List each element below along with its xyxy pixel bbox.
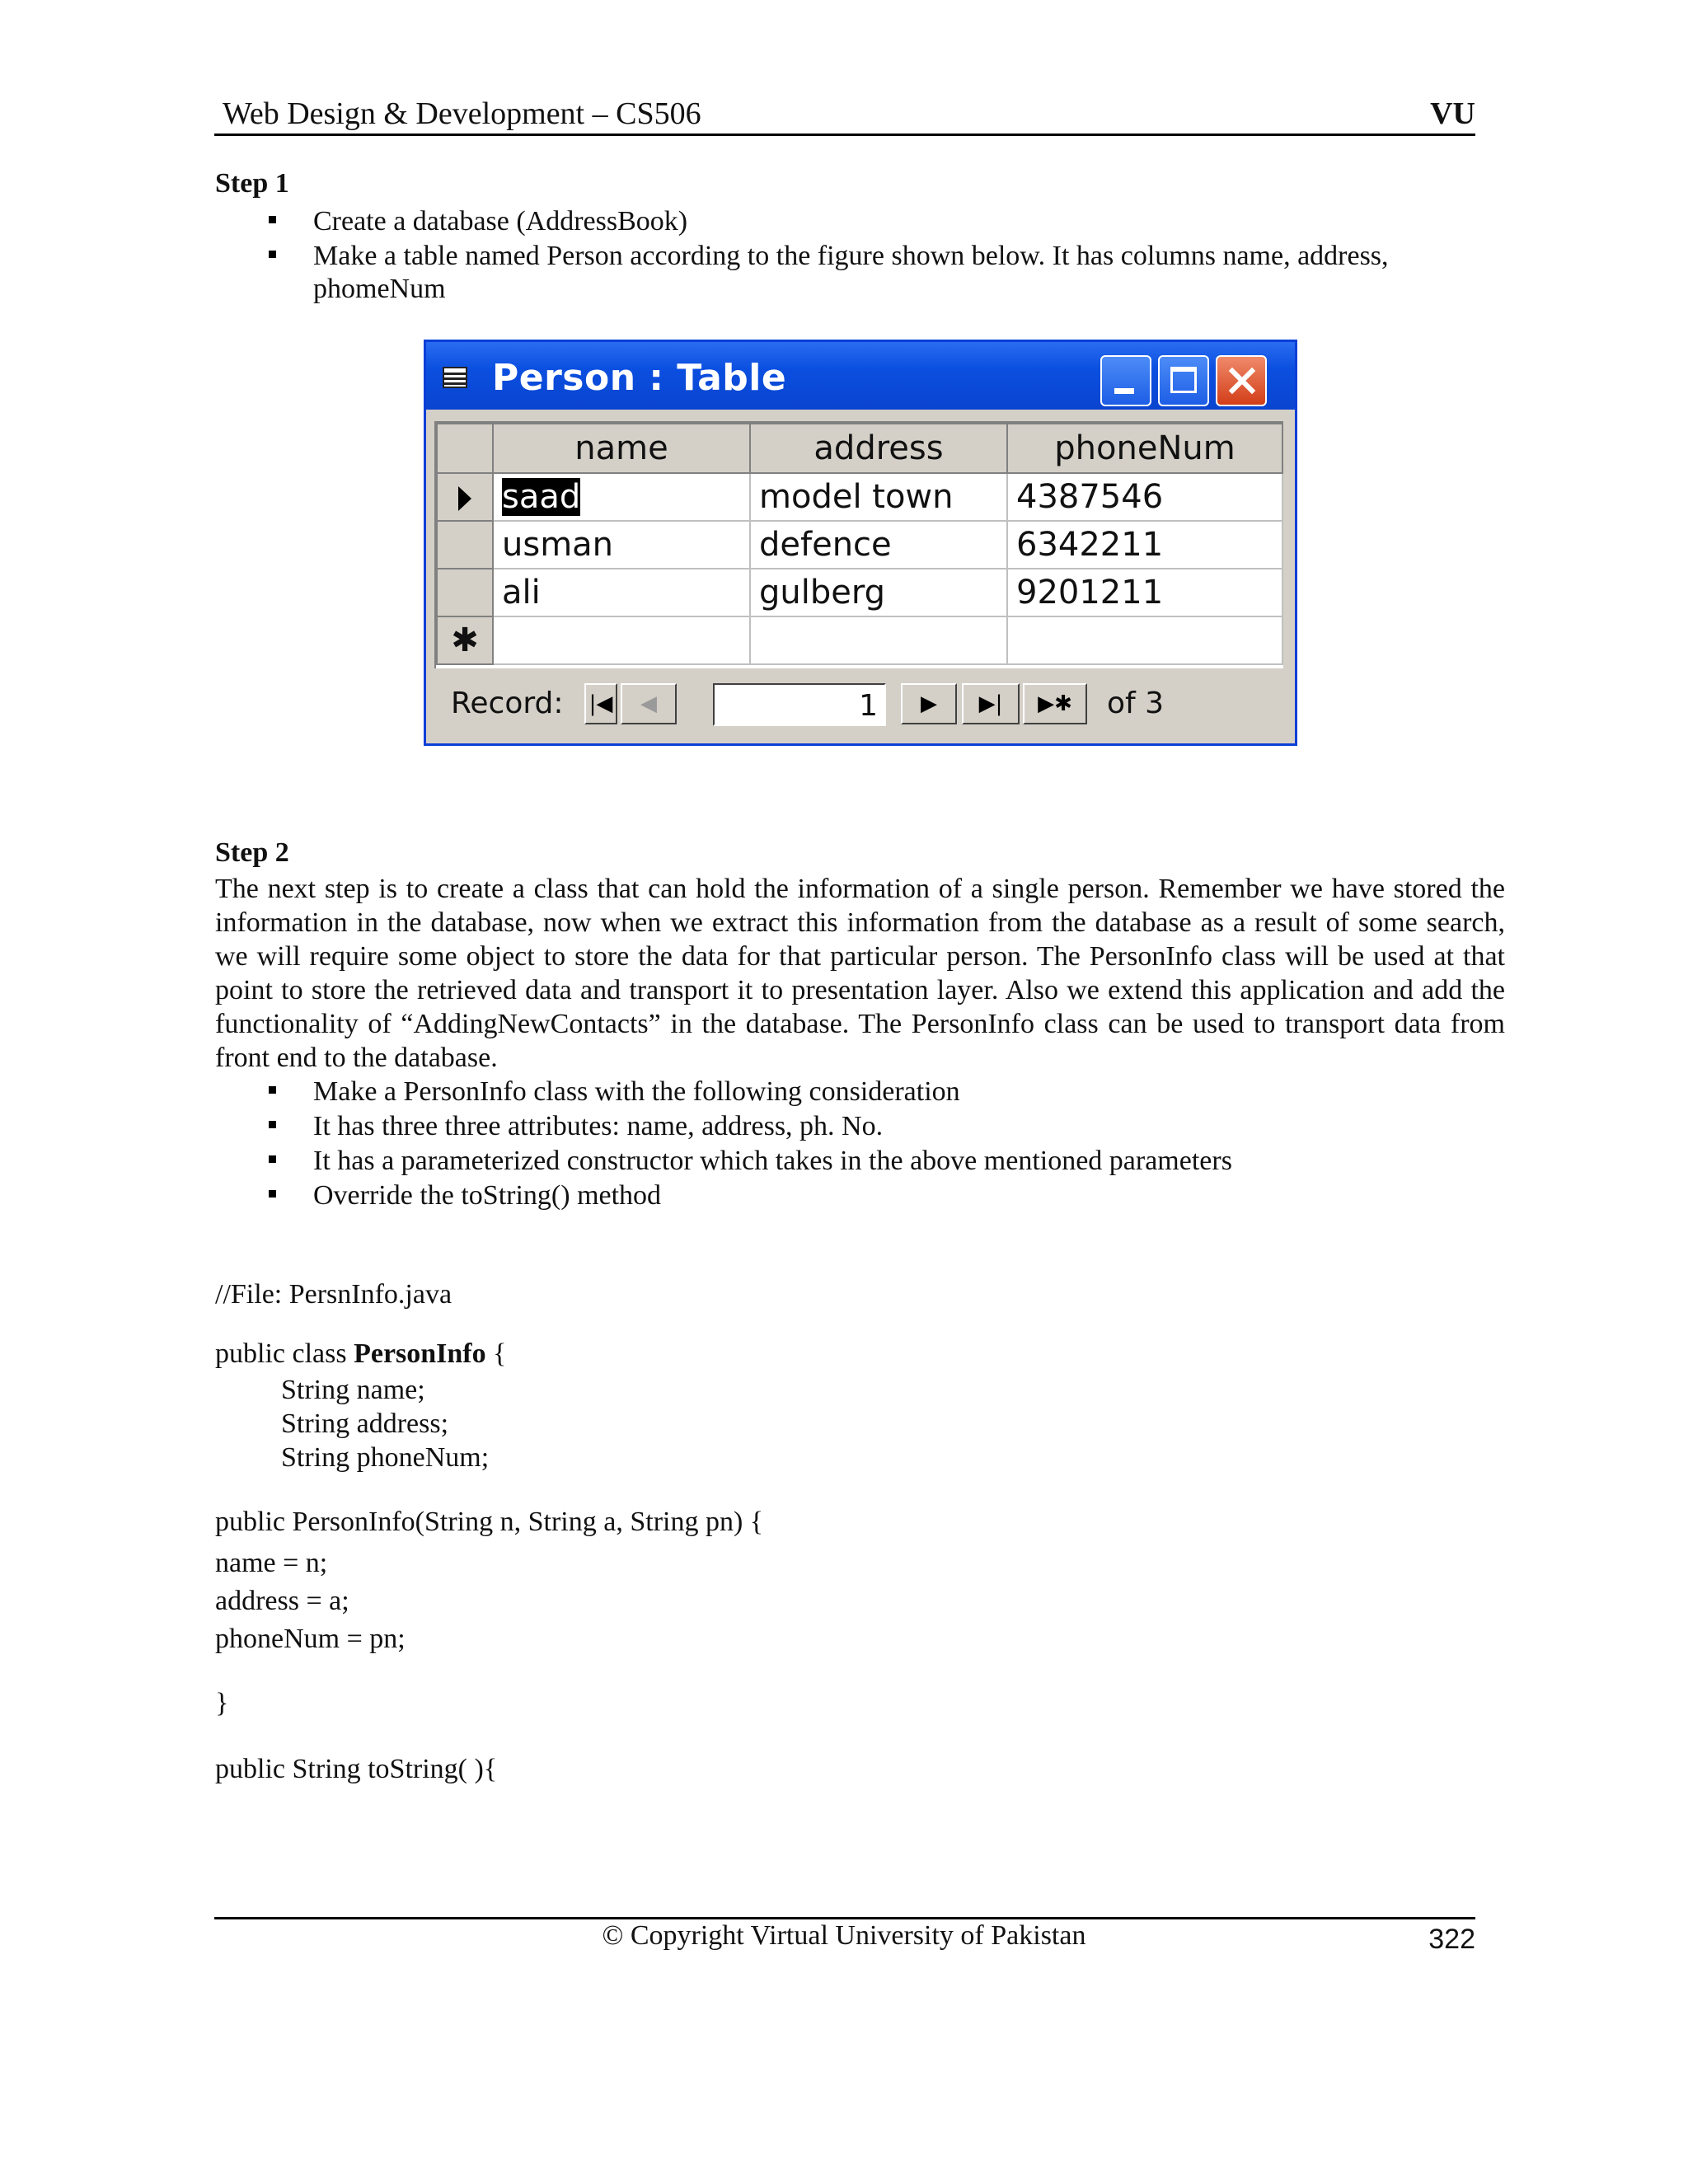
record-label: Record: (451, 687, 564, 720)
code-line: String name; (281, 1375, 425, 1405)
table-cell[interactable]: 9201211 (1007, 569, 1282, 616)
close-button[interactable] (1216, 355, 1267, 406)
table-cell[interactable]: ali (493, 569, 750, 616)
footer-divider (214, 1917, 1475, 1919)
code-class-name: PersonInfo (354, 1338, 486, 1369)
code-line: phoneNum = pn; (215, 1624, 406, 1654)
code-assignments (215, 1544, 406, 1658)
list-item: It has a parameterized constructor which takes in the above mentioned parameters (264, 1144, 1232, 1179)
list-item-continuation: phomeNum (313, 274, 446, 304)
code-line: address = a; (215, 1586, 349, 1616)
page-number: 322 (1428, 1924, 1475, 1955)
previous-record-button[interactable] (621, 683, 677, 724)
maximize-button[interactable] (1158, 355, 1209, 406)
column-header-address[interactable]: address (750, 424, 1007, 473)
current-record-arrow-icon (458, 486, 471, 511)
new-record-star-icon: ✱ (451, 621, 479, 659)
table-row (437, 521, 1282, 569)
code-constructor: public PersonInfo(String n, String a, String pn) { (215, 1507, 764, 1537)
first-record-icon: |◀ (588, 691, 613, 716)
list-item: Make a PersonInfo class with the following consideration (264, 1075, 1232, 1109)
record-navigation-bar (434, 678, 1283, 736)
table-cell[interactable]: usman (493, 521, 750, 569)
code-line: String address; (281, 1408, 449, 1439)
table-row (437, 473, 1282, 521)
code-tostring: public String toString( ){ (215, 1754, 498, 1784)
column-header-phonenum[interactable]: phoneNum (1007, 424, 1282, 473)
previous-record-icon: ◀ (640, 691, 657, 716)
record-count: of 3 (1107, 687, 1165, 720)
window-titlebar[interactable] (426, 342, 1295, 410)
header-title: Web Design & Development – CS506 (223, 96, 701, 131)
step1-title: Step 1 (215, 168, 289, 199)
code-close-brace: } (215, 1688, 229, 1718)
new-record-selector[interactable] (437, 616, 493, 664)
table-cell[interactable] (1007, 616, 1282, 664)
corner-cell[interactable] (437, 424, 493, 473)
table-cell[interactable] (750, 616, 1007, 664)
new-record-icon: ▶✱ (1038, 691, 1072, 716)
table-icon (443, 367, 467, 388)
first-record-button[interactable] (584, 683, 617, 724)
step2-bullets (264, 1075, 1232, 1213)
code-line: String phoneNum; (281, 1442, 490, 1473)
access-table-window (424, 340, 1297, 746)
list-item: Create a database (AddressBook) (264, 204, 1389, 239)
footer-copyright: © Copyright Virtual University of Pakistan (602, 1920, 1086, 1951)
code-fields (215, 1373, 489, 1474)
window-title: Person : Table (492, 357, 787, 399)
code-line: name = n; (215, 1548, 328, 1578)
row-selector-current[interactable] (437, 473, 493, 521)
list-item: Override the toString() method (264, 1179, 1232, 1213)
table-row-new (437, 616, 1282, 664)
table-cell[interactable]: gulberg (750, 569, 1007, 616)
last-record-button[interactable] (962, 683, 1020, 724)
header-org: VU (1430, 96, 1475, 131)
new-record-button[interactable] (1023, 683, 1087, 724)
record-number-input[interactable]: 1 (713, 683, 886, 726)
column-header-name[interactable]: name (493, 424, 750, 473)
table-cell[interactable]: defence (750, 521, 1007, 569)
table-cell[interactable]: 4387546 (1007, 473, 1282, 521)
step2-paragraph: The next step is to create a class that can hold the information of a single person. Remember we have stored the information in the database, now when we extract this information from the database as a result of some search, we will require some object to store the data for that particular person. The PersonInfo class will be used at that point to store the retrieved data and transport it to presentation layer. Also we extend this application and add the functionality of “AddingNewContacts” in the database. The PersonInfo class can be used to transport data from front end to the database. (215, 874, 1505, 1073)
step2-title: Step 2 (215, 837, 289, 868)
datasheet-grid (434, 421, 1283, 668)
table-cell[interactable]: saad (493, 473, 750, 521)
row-selector[interactable] (437, 521, 493, 569)
page-header (214, 97, 1475, 136)
next-record-icon: ▶ (921, 691, 937, 716)
last-record-icon: ▶| (978, 691, 1003, 716)
table-cell[interactable]: model town (750, 473, 1007, 521)
code-class-declaration: public class PersonInfo { (215, 1338, 507, 1369)
code-file-comment: //File: PersnInfo.java (215, 1279, 452, 1310)
list-item: Make a table named Person according to the figure shown below. It has columns name, address, (264, 239, 1389, 274)
table-cell[interactable] (493, 616, 750, 664)
next-record-button[interactable] (901, 683, 957, 724)
row-selector[interactable] (437, 569, 493, 616)
minimize-button[interactable] (1100, 355, 1151, 406)
step1-bullets (264, 204, 1389, 274)
list-item: It has three three attributes: name, address, ph. No. (264, 1109, 1232, 1144)
table-cell[interactable]: 6342211 (1007, 521, 1282, 569)
table-row (437, 569, 1282, 616)
